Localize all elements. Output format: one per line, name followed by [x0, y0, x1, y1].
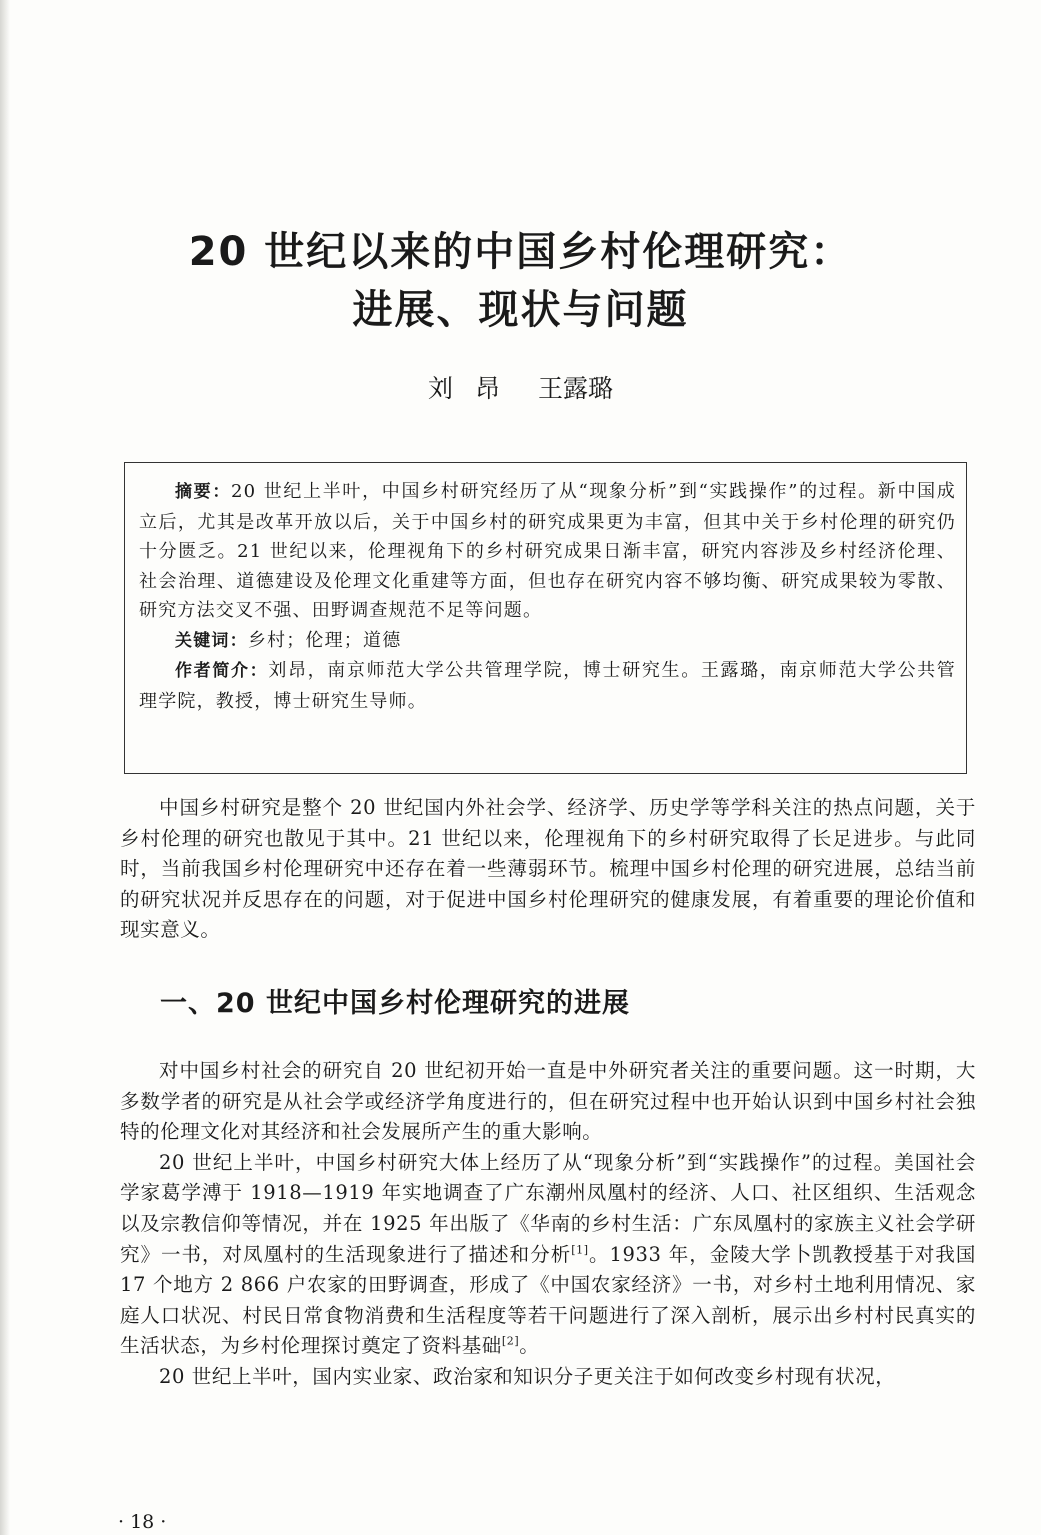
body-paragraph: [120, 1148, 976, 1362]
body-text-span: 。: [519, 1334, 540, 1358]
body-paragraph: 对中国乡村社会的研究自 20 世纪初开始一直是中外研究者关注的重要问题。这一时期，大多数学者的研究是从社会学或经济学角度进行的，但在研究过程中也开始认识到中国乡村社会独特的伦理文化对其经济和社会发展所产生的重大影响。: [120, 1059, 976, 1144]
citation-ref[interactable]: [1]: [571, 1243, 589, 1257]
intro-paragraph: 中国乡村研究是整个 20 世纪国内外社会学、经济学、历史学等学科关注的热点问题，关于乡村伦理的研究也散见于其中。21 世纪以来，伦理视角下的乡村研究取得了长足进步。与此同时，当前我国乡村伦理研究中还存在着一些薄弱环节。梳理中国乡村伦理的研究进展，总结当前的研究状况并反思存在的问题，对于促进中国乡村伦理研究的健康发展，有着重要的理论价值和现实意义。: [120, 796, 976, 942]
author-name: 刘昂: [428, 374, 523, 403]
section-heading: 一、20 世纪中国乡村伦理研究的进展: [160, 988, 630, 1019]
keywords-paragraph: [139, 626, 956, 657]
citation-ref[interactable]: [2]: [501, 1334, 520, 1348]
author-bio-text: 刘昂，南京师范大学公共管理学院，博士研究生。王露璐，南京师范大学公共管理学院，教授，博士研究生导师。: [139, 660, 957, 712]
author-line: [0, 376, 1041, 401]
abstract-paragraph: [139, 477, 956, 626]
author-name: 王露璐: [537, 374, 613, 403]
body-paragraph: 20 世纪上半叶，国内实业家、政治家和知识分子更关注于如何改变乡村现有状况，: [159, 1364, 896, 1388]
body-text-span: 20 世纪上半叶，中国乡村研究大体上经历了从“现象分析”到“实践操作”的过程。美国社会学家葛学溥于 1918—1919 年实地调查了广东潮州凤凰村的经济、人口、社区组织、生活观念以及宗教信仰等情况，并在 1925 年出版了《华南的乡村生活：广东凤凰村的家族主义社会学研究》一书，对凤凰村的生活现象进行了描述和分析: [120, 1150, 977, 1266]
intro-section: [120, 793, 976, 946]
abstract-box: [124, 462, 967, 774]
section-1-body: [120, 1056, 976, 1393]
article-title-line-1: 20 世纪以来的中国乡村伦理研究：: [188, 229, 853, 275]
page-number: · 18 ·: [118, 1511, 167, 1533]
article-title-line-2: 进展、现状与问题: [352, 287, 689, 333]
body-text-span: 。1933 年，金陵大学卜凯教授基于对我国 17 个地方 2 866 户农家的田野调查，形成了《中国农家经济》一书，对乡村土地利用情况、家庭人口状况、村民日常食物消费和生活程度等若干问题进行了深入剖析，展示出乡村村民真实的生活状态，为乡村伦理探讨奠定了资料基础: [120, 1242, 976, 1358]
keywords-label: 关键词：: [175, 630, 248, 651]
abstract-label: 摘要：: [175, 482, 232, 502]
keywords-text: 乡村；伦理；道德: [247, 629, 402, 651]
abstract-text: 20 世纪上半叶，中国乡村研究经历了从“现象分析”到“实践操作”的过程。新中国成立后，尤其是改革开放以后，关于中国乡村的研究成果更为丰富，但其中关于乡村伦理的研究仍十分匮乏。21 世纪以来，伦理视角下的乡村研究成果日渐丰富，研究内容涉及乡村经济伦理、社会治理、道德建设及伦理文化重建等方面，但也存在研究内容不够均衡、研究成果较为零散、研究方法交叉不强、田野调查规范不足等问题。: [139, 481, 956, 621]
author-bio-paragraph: [139, 656, 956, 716]
page-edge-shadow: [0, 0, 10, 1535]
author-bio-label: 作者简介：: [175, 661, 269, 681]
